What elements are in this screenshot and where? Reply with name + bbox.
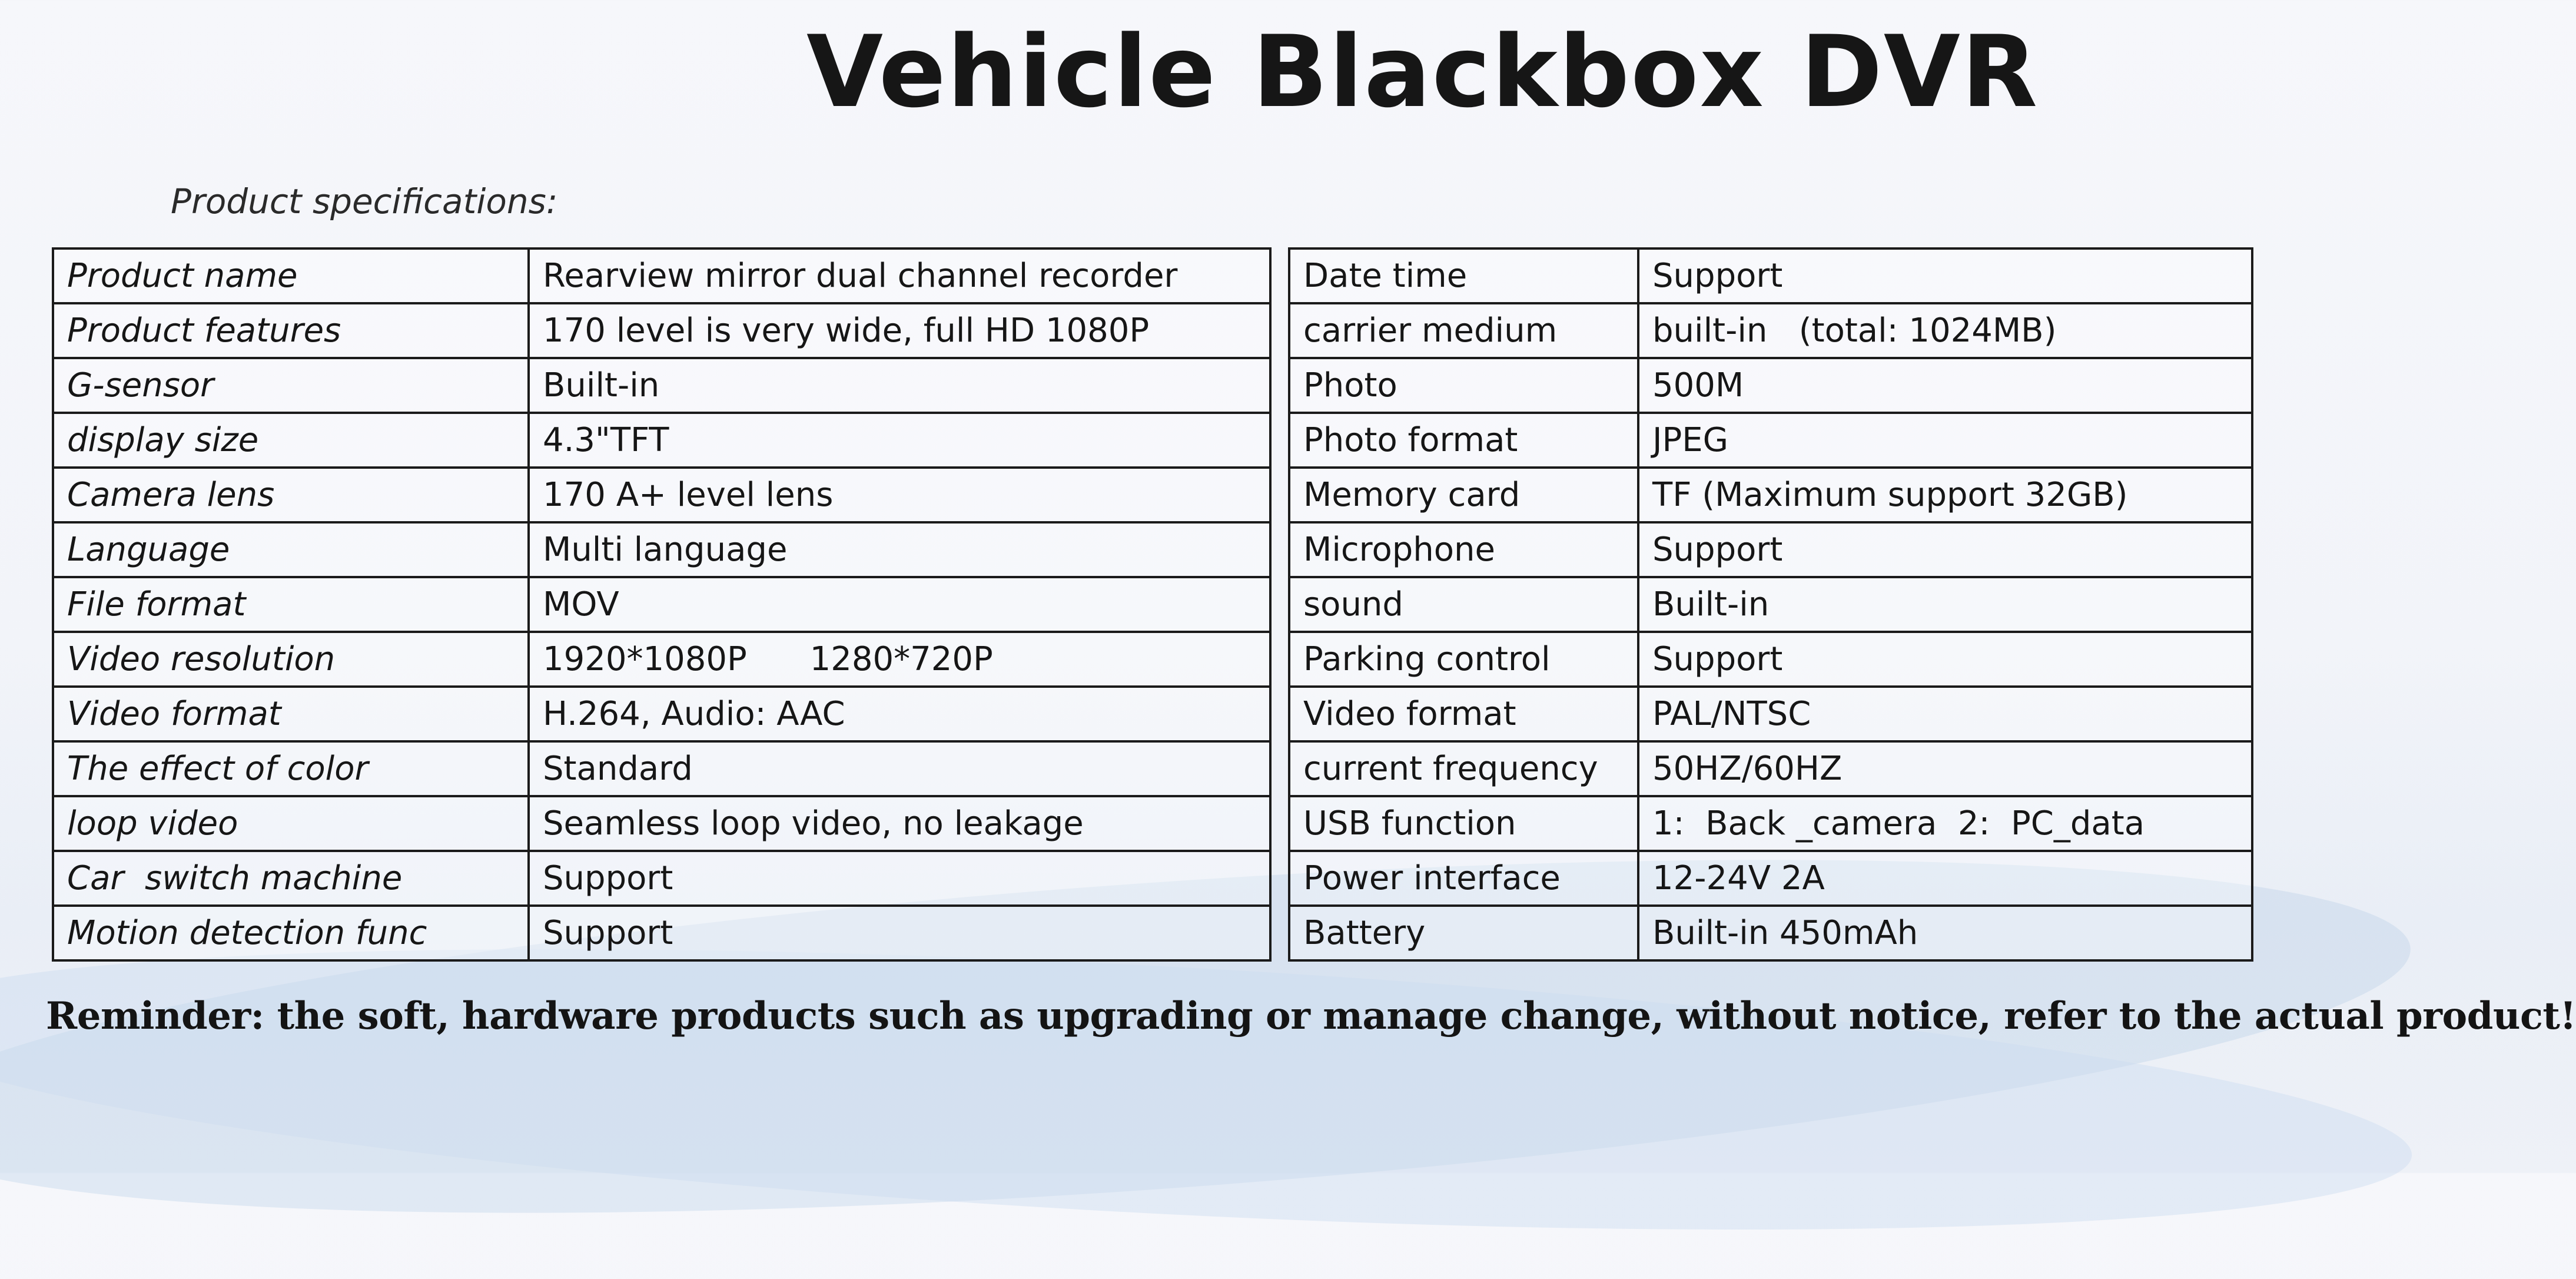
spec-label: carrier medium [1289,303,1638,358]
spec-label: Memory card [1289,468,1638,522]
spec-label: sound [1289,577,1638,632]
table-row [53,906,1270,960]
spec-value: Support [1638,248,2252,303]
table-row [53,248,1270,303]
spec-label: Power interface [1289,851,1638,906]
spec-value: 12-24V 2A [1638,851,2252,906]
spec-value: Rearview mirror dual channel recorder [529,248,1270,303]
spec-value: TF (Maximum support 32GB) [1638,468,2252,522]
spec-value: Support [529,906,1270,960]
spec-value: 1: Back _camera 2: PC_data [1638,796,2252,851]
spec-label: Photo format [1289,413,1638,468]
reminder-note: Reminder: the soft, hardware products such as upgrading or manage change, without notice, refer to the actual product! [46,994,2576,1038]
spec-label: Video resolution [53,632,529,687]
table-row [53,741,1270,796]
table-row [53,413,1270,468]
spec-value: 170 A+ level lens [529,468,1270,522]
spec-value: PAL/NTSC [1638,687,2252,741]
spec-label: Car switch machine [53,851,529,906]
spec-label: USB function [1289,796,1638,851]
table-row [53,796,1270,851]
spec-value: JPEG [1638,413,2252,468]
spec-value: 500M [1638,358,2252,413]
table-row [1289,577,2252,632]
table-row [1289,632,2252,687]
spec-label: Product name [53,248,529,303]
spec-value: H.264, Audio: AAC [529,687,1270,741]
spec-value: Support [1638,522,2252,577]
spec-label: Parking control [1289,632,1638,687]
spec-value: 4.3"TFT [529,413,1270,468]
table-row [1289,413,2252,468]
page-title: Vehicle Blackbox DVR [806,14,2039,130]
table-row [1289,796,2252,851]
spec-label: Video format [53,687,529,741]
table-row [53,851,1270,906]
table-row [53,687,1270,741]
table-row [53,577,1270,632]
spec-label: Motion detection func [53,906,529,960]
spec-value: Built-in 450mAh [1638,906,2252,960]
table-row [1289,522,2252,577]
table-row [1289,303,2252,358]
spec-value: 50HZ/60HZ [1638,741,2252,796]
table-row [1289,248,2252,303]
spec-label: Microphone [1289,522,1638,577]
table-row [1289,687,2252,741]
spec-label: loop video [53,796,529,851]
table-row [53,358,1270,413]
table-row [1289,851,2252,906]
spec-value: Seamless loop video, no leakage [529,796,1270,851]
section-subtitle: Product specifications: [171,181,558,221]
spec-value: Multi language [529,522,1270,577]
table-row [53,303,1270,358]
spec-label: Product features [53,303,529,358]
spec-value: MOV [529,577,1270,632]
spec-value: Standard [529,741,1270,796]
spec-label: The effect of color [53,741,529,796]
spec-label: Photo [1289,358,1638,413]
spec-label: Date time [1289,248,1638,303]
spec-value: 170 level is very wide, full HD 1080P [529,303,1270,358]
spec-value: 1920*1080P 1280*720P [529,632,1270,687]
spec-label: current frequency [1289,741,1638,796]
spec-label: Video format [1289,687,1638,741]
table-row [1289,358,2252,413]
spec-label: Battery [1289,906,1638,960]
spec-value: Built-in [529,358,1270,413]
table-row [1289,468,2252,522]
table-row [1289,906,2252,960]
table-row [53,632,1270,687]
spec-label: G-sensor [53,358,529,413]
spec-value: Support [1638,632,2252,687]
spec-table-right [1288,247,2253,962]
spec-value: built-in (total: 1024MB) [1638,303,2252,358]
table-row [53,468,1270,522]
spec-table-left [52,247,1272,962]
table-row [53,522,1270,577]
spec-value: Built-in [1638,577,2252,632]
spec-label: Language [53,522,529,577]
spec-label: File format [53,577,529,632]
table-row [1289,741,2252,796]
spec-value: Support [529,851,1270,906]
spec-label: display size [53,413,529,468]
spec-label: Camera lens [53,468,529,522]
